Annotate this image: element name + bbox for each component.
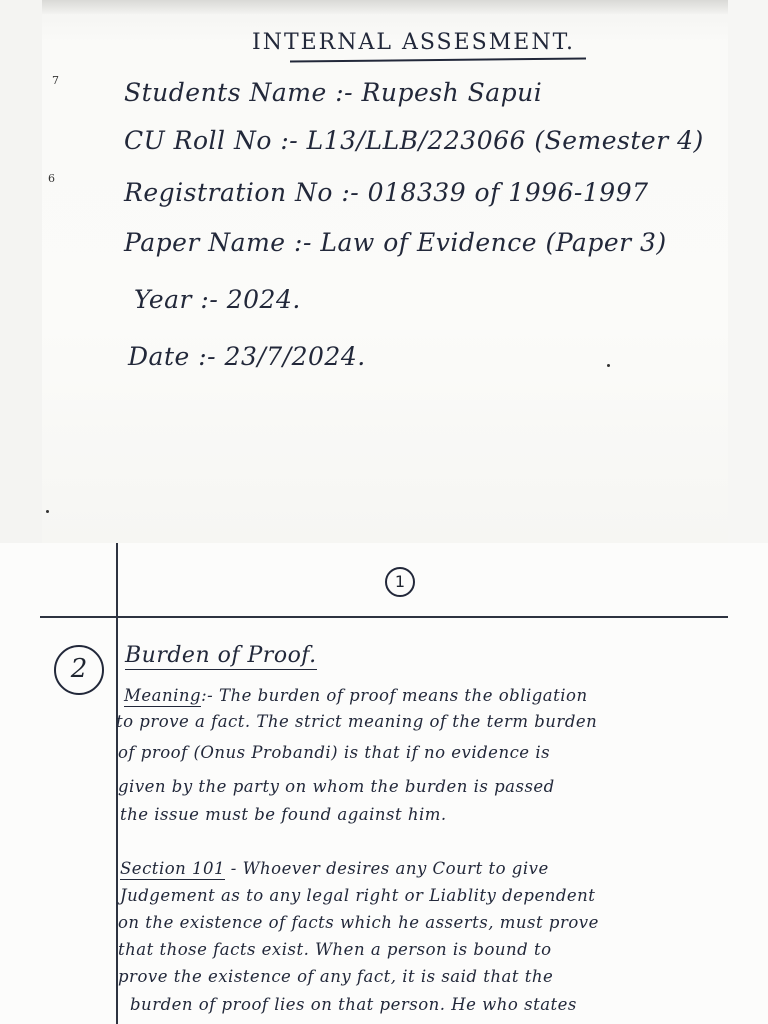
answer-page — [0, 543, 768, 1024]
meaning-label: Meaning — [124, 686, 202, 705]
paper-speck — [607, 364, 610, 367]
meaning-line: the issue must be found against him. — [120, 805, 447, 824]
registration-number-line: Registration No :- 018339 of 1996-1997 — [124, 178, 649, 207]
answer-heading — [125, 643, 317, 668]
meaning-text: :- The burden of proof means the obligation — [201, 686, 588, 705]
meaning-line — [124, 686, 588, 705]
year-line: Year :- 2024. — [134, 285, 301, 314]
header-rule — [40, 616, 728, 618]
section-line: burden of proof lies on that person. He who states — [130, 995, 577, 1014]
section-line: prove the existence of any fact, it is said that the — [118, 967, 554, 986]
date-line: Date :- 23/7/2024. — [128, 342, 366, 371]
margin-mark: 7 — [52, 74, 60, 87]
roll-number-line: CU Roll No :- L13/LLB/223066 (Semester 4) — [124, 126, 704, 155]
section-line: Judgement as to any legal right or Liablity dependent — [120, 886, 596, 905]
section-line: that those facts exist. When a person is bound to — [118, 940, 552, 959]
margin-mark: 6 — [48, 172, 56, 185]
cover-page — [42, 0, 728, 543]
assessment-title: INTERNAL ASSESMENT. — [252, 30, 576, 55]
paper-speck — [46, 510, 49, 513]
meaning-line: given by the party on whom the burden is passed — [118, 777, 555, 796]
heading-text: Burden of Proof. — [125, 643, 317, 668]
background-strip-right — [728, 0, 768, 543]
section-text: - Whoever desires any Court to give — [225, 859, 549, 878]
section-line — [120, 859, 549, 878]
meaning-line: of proof (Onus Probandi) is that if no evidence is — [118, 743, 551, 762]
question-number: 2 — [54, 645, 104, 695]
student-name-line: Students Name :- Rupesh Sapui — [124, 78, 543, 107]
section-line: on the existence of facts which he asserts, must prove — [118, 913, 599, 932]
paper-name-line: Paper Name :- Law of Evidence (Paper 3) — [124, 228, 667, 257]
section-label: Section 101 — [120, 859, 226, 878]
meaning-line: to prove a fact. The strict meaning of the term burden — [116, 712, 598, 731]
background-strip-left — [0, 0, 42, 543]
page-number: 1 — [385, 567, 415, 597]
title-underline — [290, 57, 586, 62]
